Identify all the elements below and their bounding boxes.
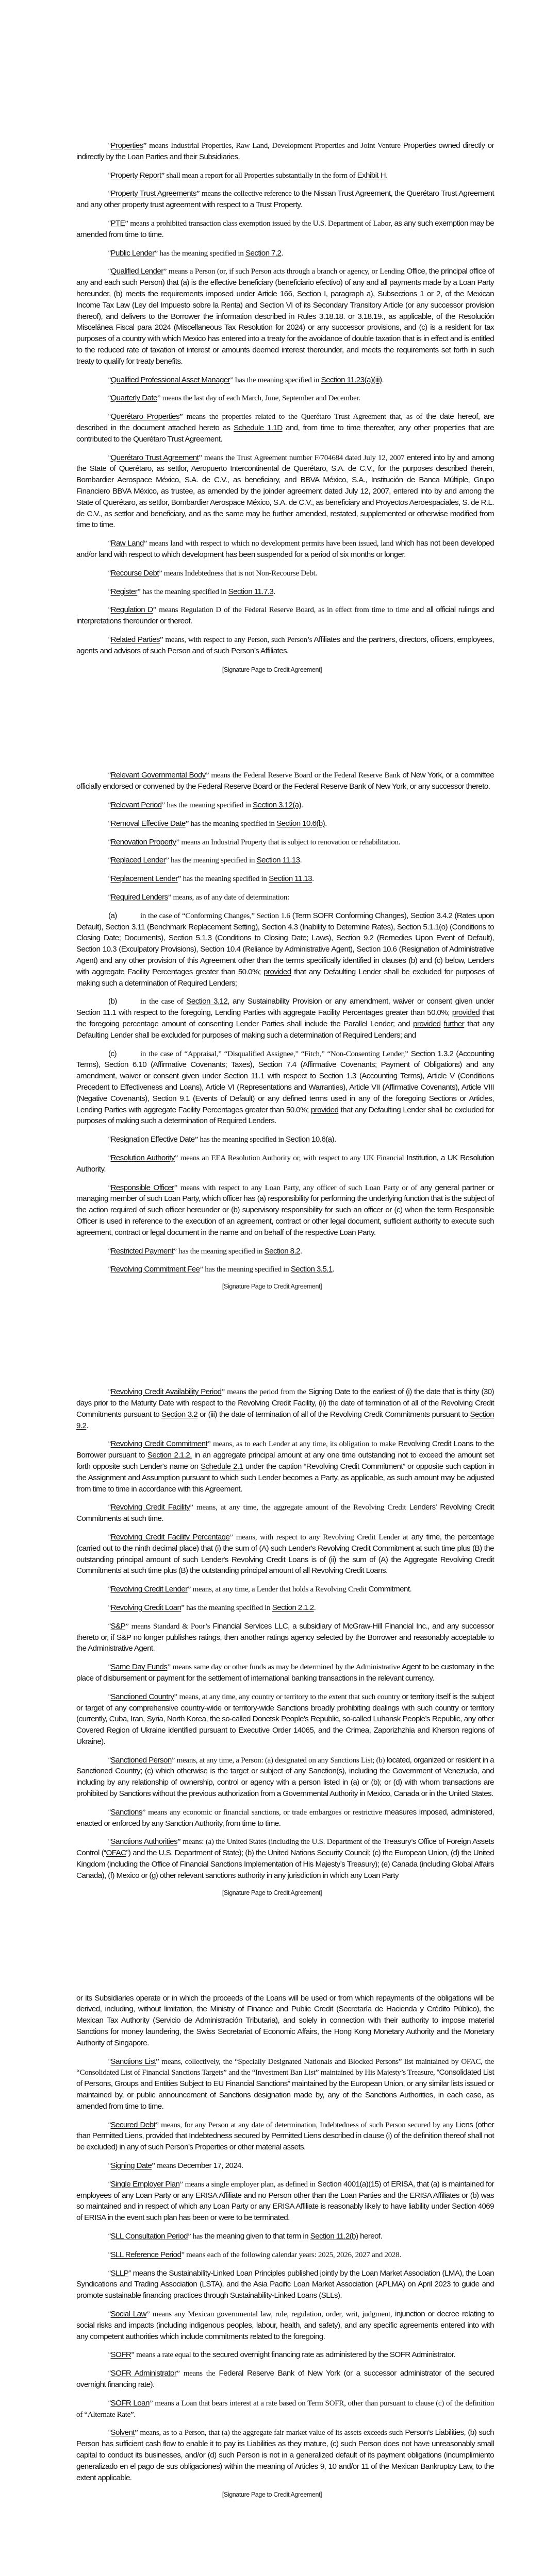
clause-text: Section 1.3.2 (Accounting Terms), Section 6.10 (Affirmative Covenants; Taxes), Section 7.4 (Affirmative Covenants; Payment of Obligations) and any amendment, waiver or consent given under Section 11.1 with respect to Section 1.3 (Accounting Terms), Article V (Conditions Precedent to Effectiveness and Loans), Article VI (Representations and Warranties), Article VII (Affirmative Covenants), Article VIII (Negative Covenants), Section 9.1 (Events of Default) or any defined terms used in any of the foregoing Sections or Articles, Lending Parties with aggregate Facility Percentages greater than 50.0%; xyxy=(76,1049,494,1114)
clause-lead-text: in the case of xyxy=(140,997,187,1006)
definition-text: . xyxy=(332,1265,335,1274)
defined-term: Removal Effective Date xyxy=(110,819,186,828)
definition-paragraph: “Raw Land” means land with respect to which no development permits have been issued, land which has not been developed and/or land with respect to which development has been suspended for a period of six months or longer. xyxy=(76,539,494,559)
definition-paragraph: “SOFR” means a rate equal to the secured overnight financing rate as administered by the SOFR Administrator. xyxy=(108,2350,455,2360)
definition-lead-text: ” means a prohibited transaction class exemption issued by the U.S. Department of Labor, xyxy=(125,218,392,228)
definition-paragraph: “Signing Date” means December 17, 2024. xyxy=(108,2161,243,2171)
clause-text: that any Defaulting Lender shall be excluded for purposes of making such a determination of Required Lenders. xyxy=(76,1105,494,1126)
definition-lead-text: ” means any economic or financial sanctions, or trade embargoes or restrictive xyxy=(142,1807,382,1817)
definition-lead-text: ” means a rate equal xyxy=(131,2350,191,2360)
definition-paragraph: “Revolving Credit Availability Period” means the period from the Signing Date to the earliest of (i) the date that is thirty (30) days prior to the Maturity Date with respect to the Revolving Credit Facility, (ii) the date of termination of all of the Revolving Credit Commitments pursuant to Section 3.2 or (iii) the date of termination of all of the Revolving Credit Commitments pursuant to Section 9.2. xyxy=(76,1387,494,1430)
defined-term: Relevant Period xyxy=(110,801,162,810)
definition-paragraph: “Social Law” means any Mexican governmental law, rule, regulation, order, writ, judgment, injunction or decree relating to social risks and impacts (including indigenous peoples, labour, health, and safety), and any specific agreements entered into with any competent authorities which include commitments related to the foregoing. xyxy=(76,2309,494,2341)
defined-term: Register xyxy=(110,587,138,596)
definition-text: . xyxy=(300,1246,302,1256)
defined-term: Querétaro Properties xyxy=(110,412,180,421)
defined-term: Sanctioned Person xyxy=(110,1755,172,1765)
definition-text: . xyxy=(86,1421,88,1430)
definition-paragraph: “SLLP” means the Sustainability-Linked Loan Principles published jointly by the Loan Market Association (LMA), the Loan Syndications and Trading Association (LSTA), and the Asia Pacific Loan Market Association (APLMA) on April 2023 to guide and promote sustainable financing practices through Sustainability-Linked Loans (SLLs). xyxy=(76,2268,494,2300)
cross-reference-link[interactable]: Section 11.2(b) xyxy=(310,2232,358,2241)
definition-text: Agent to be customary in the place of disbursement or payment for the settlement of international banking transactions in the relevant currency. xyxy=(76,1663,494,1683)
cross-reference-link[interactable]: Section 7.2 xyxy=(245,248,282,258)
definition-text: . xyxy=(386,171,388,180)
definition-text: Office, the principal office of any and each such Person) that (a) is the effective beneficiary (beneficiario efectivo) of any and all payments made by a Loan Party hereunder, (b) meets the requirements imposed under Article 166, Section I, paragraph a), Subsections 1 or 2, of the Mexican Income Tax Law (Ley del Impuesto sobre la Renta) and Section VI of its Secondary Transitory Article (or any successor provision thereof), and delivers to the Borrower the information described in Rules 3.18.18. or 3.18.19., as applicable, of the Resolución Miscelánea Fiscal para 2024 (Miscellaneous Tax Resolution for 2024) or any successor provisions, and (c) is a resident for tax purposes of a country with which Mexico has entered into a treaty for the avoidance of double taxation that is in effect and is entitled to the reduced rate of taxation of interest or amounts deemed interest thereunder, and meets the requirements set forth in such treaty to qualify for treaty benefits. xyxy=(76,267,494,366)
defined-term: Public Lender xyxy=(110,248,155,258)
definition-lead-text: ” means Regulation D of the Federal Reserve Board, as in effect from time to time xyxy=(153,605,409,615)
defined-term: Revolving Credit Availability Period xyxy=(110,1387,222,1397)
defined-term: Revolving Credit Facility xyxy=(110,1503,190,1512)
clause-paragraph xyxy=(76,910,494,989)
definition-lead-text: ” means each of the following calendar years: 2025, 2026, 2027 and 2028. xyxy=(181,2250,401,2259)
definition-paragraph: “Properties” means Industrial Properties, Raw Land, Development Properties and Joint Venture Properties owned directly or indirectly by the Loan Parties and their Subsidiaries. xyxy=(76,141,494,161)
definition-paragraph: “Sanctioned Country” means, at any time, any country or territory to the extent that such country or territory itself is the subject or target of any comprehensive country-wide or territory-wide Sanctions broadly prohibiting dealings with such country or territory (currently, Cuba, Iran, Syria, North Korea, the so-called Donetsk People’s Republic, so-called Luhansk People’s Republic, any other Covered Region of Ukraine identified pursuant to Executive Order 14065, and the Crimea, Zaporizhzhia and Kherson regions of Ukraine). xyxy=(76,1692,494,1746)
definition-text: Liens (other than Permitted Liens, provided that Indebtedness secured by Permitted Liens described in clause (i) of the definition thereof shall not be excluded) in any of such Person’s Properties or other material assets. xyxy=(76,2120,494,2152)
definition-text: Commitment. xyxy=(366,1585,412,1594)
definition-text: under the caption “Revolving Credit Commitment” or opposite such caption in the Assignment and Assumption pursuant to which such Lender becomes a Party, as applicable, as such amount may be adjusted from time to time in accordance with this Agreement. xyxy=(76,1462,494,1494)
defined-term: Qualified Professional Asset Manager xyxy=(110,375,230,384)
definition-text: Affiliates and the partners, directors, officers, employees, agents and advisors of such Person and of such Person’s Affiliates. xyxy=(76,635,494,655)
defined-term: Sanctioned Country xyxy=(110,1692,174,1701)
definition-lead-text: ” has the meaning specified in xyxy=(137,587,228,596)
definition-lead-text: ” has the meaning specified in xyxy=(173,1246,265,1256)
defined-term: Revolving Credit Facility Percentage xyxy=(110,1532,230,1541)
definition-text: entered into by and among the State of Querétaro, as settlor, Aeropuerto Intercontinental de Querétaro, S.A. de C.V., for the purposes described therein, Bombardier Aerospace México, S.A. de C.V., as beneficiary, and BBVA México, S.A., Institución de Banca Múltiple, Grupo Financiero BBVA México, as trustee, as amended by the joinder agreement dated July 12, 2007, entered into by and among the State of Querétaro, as settlor, Bombardier Aerospace México, S.A. de C.V., as beneficiary and Proyectos Aeroespaciales, S. de R.L. de C.V., as settlor and beneficiary, and as the same may be further amended, restated, supplemented or otherwise modified from time to time. xyxy=(76,453,494,530)
definition-lead-text: ” shall mean a report for all Properties substantially in the form of xyxy=(161,171,357,180)
proviso-term: provided xyxy=(310,1105,339,1114)
defined-term: Same Day Funds xyxy=(110,1663,168,1672)
cross-reference-link[interactable]: Section 8.2 xyxy=(264,1246,300,1256)
definition-text: as any such exemption may be amended from time to time. xyxy=(76,218,494,239)
definition-text: Signing Date to the earliest of (i) the date that is thirty (30) days prior to the Maturity Date with respect to the Revolving Credit Facility, (ii) the date of termination of all of the Revolving Credit Commitments pursuant to xyxy=(76,1387,494,1419)
definition-text: any time, the percentage (carried out to the ninth decimal place) that (i) the sum of (A) such Lender's Revolving Credit Commitment at such time plus (B) the outstanding principal amount of such Lender's Revolving Credit Loans is of (ii) the sum of (A) the Aggregate Revolving Credit Commitments at such time plus (B) the outstanding principal amount of all Revolving Credit Loans. xyxy=(76,1532,494,1575)
definition-paragraph: “Same Day Funds” means same day or other funds as may be determined by the Administrative Agent to be customary in the place of disbursement or payment for the settlement of international banking transactions in the relevant currency. xyxy=(76,1663,494,1683)
definition-text: Properties owned directly or indirectly by the Loan Parties and their Subsidiaries. xyxy=(76,141,494,161)
defined-term: Property Report xyxy=(110,171,161,180)
definition-paragraph: “Resignation Effective Date” has the meaning specified in Section 10.6(a). xyxy=(108,1135,336,1144)
defined-term: Responsible Officer xyxy=(110,1183,174,1192)
cross-reference-link[interactable]: Section 9.2 xyxy=(76,1410,494,1430)
defined-term: Regulation D xyxy=(110,605,153,615)
defined-term: SLLP xyxy=(110,2268,129,2278)
defined-term: SOFR Loan xyxy=(110,2398,150,2408)
page-3 xyxy=(76,1386,494,1881)
defined-term: Sanctions Authorities xyxy=(110,1837,178,1846)
clause-label: (b) xyxy=(108,997,117,1006)
definition-lead-text: ” has the meaning specified in xyxy=(185,819,277,828)
definition-lead-text: ” means Standard & Poor’s xyxy=(125,1621,210,1631)
definition-text: and all official rulings and interpretations thereunder or thereof. xyxy=(76,605,494,626)
cross-reference-link[interactable]: Section 11.13 xyxy=(269,874,312,884)
definition-paragraph: “Property Report” shall mean a report for all Properties substantially in the form of Exhibit H. xyxy=(108,171,388,180)
defined-term: Revolving Credit Lender xyxy=(110,1585,188,1594)
definition-paragraph: “Related Parties” means, with respect to any Person, such Person’s Affiliates and the partners, directors, officers, employees, agents and advisors of such Person and of such Person’s Affiliates. xyxy=(76,635,494,655)
definition-paragraph: “Recourse Debt” means Indebtedness that is not Non-Recourse Debt. xyxy=(108,568,317,578)
defined-term: S&P xyxy=(110,1621,126,1631)
definition-paragraph: “PTE” means a prohibited transaction class exemption issued by the U.S. Department of Labor, as any such exemption may be amended from time to time. xyxy=(76,218,494,239)
defined-term: Quarterly Date xyxy=(110,394,157,403)
definition-lead-text: ” has the meaning specified in xyxy=(154,248,245,258)
definition-text: or (iii) the date of termination of all of the Revolving Credit Commitments pursuant to xyxy=(197,1410,470,1419)
defined-term: Sanctions xyxy=(110,1807,142,1817)
cross-reference-link[interactable]: Section 10.6(b) xyxy=(276,819,325,828)
definition-paragraph: “Register” has the meaning specified in Section 11.7.3. xyxy=(108,587,275,596)
definition-paragraph: “S&P” means Standard & Poor’s Financial Services LLC, a subsidiary of McGraw-Hill Financial Inc., and any successor thereto or, if S&P no longer publishes ratings, then another ratings agency selected by the Borrower and reasonably acceptable to the Administrative Agent. xyxy=(76,1621,494,1653)
definition-paragraph: “Sanctions Authorities” means: (a) the United States (including the U.S. Department of the Treasury’s Office of Foreign Assets Control (“OFAC”) and the U.S. Department of State); (b) the United Nations Security Council; (c) the European Union, (d) the United Kingdom (including the Office of Financial Sanctions Implementation of His Majesty’s Treasury); (e) Canada (including Global Affairs Canada), (f) Mexico or (g) other relevant sanctions authority in any jurisdiction in which any Loan Party xyxy=(76,1837,494,1880)
cross-reference-link[interactable]: Section 2.1.2 xyxy=(272,1603,314,1612)
definition-lead-text: ” means, at any time, a Person: (a) designated on any Sanctions List; (b) xyxy=(171,1755,385,1765)
definition-paragraph: “Public Lender” has the meaning specified in Section 7.2. xyxy=(108,248,283,258)
definition-lead-text: ” means the Trust Agreement number F/704684 dated July 12, 2007 xyxy=(199,453,405,462)
definition-text: Financial Services LLC, a subsidiary of McGraw-Hill Financial Inc., and any successor thereto or, if S&P no longer publishes ratings, then another ratings agency selected by the Borrower and reasonably acceptable to the Administrative Agent. xyxy=(76,1621,494,1653)
defined-term: Qualified Lender xyxy=(110,267,163,276)
defined-term: Required Lenders xyxy=(110,893,168,902)
definition-text: any general partner or managing member of such Loan Party, which officer has (a) responsibility for performing the underlying function that is the subject of the action required of such officer hereunder or (b) supervisory responsibility for such an officer or (c) when the term Responsible Officer is used in reference to the execution of an agreement, contract or other legal document, sufficient authority to execute such agreement, contract or legal document in the name and on behalf of the respective Loan Party. xyxy=(76,1183,494,1237)
definition-paragraph: “Replacement Lender” has the meaning specified in Section 11.13. xyxy=(108,874,314,884)
definition-paragraph: “SLL Reference Period” means each of the following calendar years: 2025, 2026, 2027 and 2028. xyxy=(108,2250,401,2259)
definition-lead-text: ” means a Person (or, if such Person acts through a branch or agency, or Lending xyxy=(163,267,405,276)
definition-lead-text: ” means the period from the xyxy=(221,1387,306,1397)
cross-reference-link[interactable]: Section 11.23(a)(iii) xyxy=(321,375,382,384)
definition-lead-text: ” means, at any time, the aggregate amount of the Revolving Credit xyxy=(190,1503,406,1512)
definition-paragraph: “Resolution Authority” means an EEA Resolution Authority or, with respect to any UK Financial Institution, a UK Resolution Authority. xyxy=(76,1154,494,1174)
defined-term: Property Trust Agreements xyxy=(110,189,196,198)
clause-lead-text: in the case of “Appraisal,” “Disqualified Assignee,” “Fitch,” “Non-Consenting Lender,” xyxy=(140,1049,408,1058)
defined-term: Revolving Credit Commitment xyxy=(110,1439,208,1449)
definition-lead-text: ” means, with respect to any Revolving Credit Lender at xyxy=(229,1532,408,1541)
cross-reference-link[interactable]: Section 11.7.3 xyxy=(228,587,274,596)
definition-text: . xyxy=(301,801,303,810)
defined-term: Social Law xyxy=(110,2309,146,2318)
defined-term: Relevant Governmental Body xyxy=(110,771,206,780)
definition-text: . xyxy=(300,856,302,865)
definition-paragraph: “Property Trust Agreements” means the collective reference to the Nissan Trust Agreement, the Querétaro Trust Agreement and any other property trust agreement with respect to a Trust Property. xyxy=(76,189,494,210)
cross-reference-link[interactable]: Section 3.12(a) xyxy=(252,801,301,810)
definition-lead-text: ” means the collective reference xyxy=(196,189,292,198)
definition-text: Lenders' Revolving Credit Commitments at such time. xyxy=(76,1503,494,1523)
definition-paragraph: “Restricted Payment” has the meaning specified in Section 8.2. xyxy=(108,1246,302,1256)
definition-paragraph: “Relevant Period” has the meaning specified in Section 3.12(a). xyxy=(108,801,303,810)
cross-reference-link[interactable]: Section 3.5.1 xyxy=(290,1265,333,1274)
definition-lead-text: ” means the Federal Reserve Board or the Federal Reserve Bank xyxy=(205,771,401,780)
definition-paragraph: “Removal Effective Date” has the meaning specified in Section 10.6(b). xyxy=(108,819,327,828)
definition-lead-text: ” means an EEA Resolution Authority or, with respect to any UK Financial xyxy=(174,1154,404,1162)
defined-term: Related Parties xyxy=(110,635,160,644)
definition-paragraph: “Single Employer Plan” means a single employer plan, as defined in Section 4001(a)(15) of ERISA, that (a) is maintained for employees of any Loan Party or any ERISA Affiliate and no Person other than the Loan Parties and the ERISA Affiliates or (b) was so maintained and in respect of which any Loan Party or any ERISA Affiliate is reasonably likely to have liability under Section 4069 of ERISA in the event such plan has been or were to be terminated. xyxy=(76,2179,494,2223)
definition-lead-text: ” has the meaning specified in xyxy=(177,874,269,884)
clause-paragraph xyxy=(76,996,494,1041)
defined-term: SLL Reference Period xyxy=(110,2250,182,2259)
defined-term: Raw Land xyxy=(110,539,144,548)
definition-text: Treasury’s Office of Foreign Assets Control (“ xyxy=(76,1837,494,1858)
page-4 xyxy=(76,1993,494,2484)
definition-paragraph: “Replaced Lender” has the meaning specified in Section 11.13. xyxy=(108,856,302,865)
definition-text: . xyxy=(334,1135,336,1144)
definition-text: December 17, 2024. xyxy=(176,2161,243,2171)
definition-lead-text: ” means, for any Person at any date of determination, Indebtedness of such Person secured by any xyxy=(155,2120,454,2129)
definition-paragraph: “Revolving Commitment Fee” has the meaning specified in Section 3.5.1. xyxy=(108,1265,335,1274)
defined-term: Revolving Credit Loan xyxy=(110,1603,182,1612)
clause-text: , any Sustainability Provision or any amendment, waiver or consent given under Section 11.1 with respect to the foregoing, Lending Parties with aggregate Facility Percentages greater than 50.0%; xyxy=(76,997,494,1018)
definition-text: . xyxy=(312,874,314,884)
defined-term: Secured Debt xyxy=(110,2120,156,2129)
page-footer: [Signature Page to Credit Agreement] xyxy=(222,1889,322,1896)
proviso-term: provided xyxy=(413,1020,441,1029)
defined-term: Replacement Lender xyxy=(110,874,178,884)
definition-text: . xyxy=(325,819,327,828)
clause-text: (Term SOFR Conforming Changes), Section 3.4.2 (Rates upon Default), Section 3.11 (Benchmark Replacement Setting), Section 4.3 (Inability to Determine Rates), Section 5.1.1(o) (Conditions to Closing Date; Documents), Section 5.1.3 (Conditions to Closing Date; Laws), Section 9.2 (Remedies Upon Event of Default), Section 10.3 (Exculpatory Provisions), Section 10.4 (Reliance by Administrative Agent), Section 10.6 (Resignation of Administrative Agent) and any other provision of this Agreement other than the terms specifically identified in clauses (b) and (c) below, Lenders with aggregate Facility Percentages greater than 50.0%; xyxy=(76,911,494,976)
definition-lead-text: ” means, at any time, a Lender that holds a Revolving Credit xyxy=(187,1585,367,1594)
definition-paragraph: “Revolving Credit Lender” means, at any time, a Lender that holds a Revolving Credit Commitment. xyxy=(108,1585,412,1594)
definition-text: Section 4001(a)(15) of ERISA, that (a) is maintained for employees of any Loan Party or any ERISA Affiliate and no Person other than the Loan Parties and the ERISA Affiliates or (b) was so maintained and in respect of which any Loan Party or any ERISA Affiliate is reasonably likely to have liability under Section 4069 of ERISA in the event such plan has been or were to be terminated. xyxy=(76,2179,494,2223)
definition-lead-text: ” has the meaning specified in xyxy=(230,375,321,384)
definition-text: Revolving Credit Loans to the Borrower pursuant to xyxy=(76,1439,494,1460)
definition-paragraph: “SLL Consultation Period” has the meaning given to that term in Section 11.2(b) hereof. xyxy=(108,2232,383,2241)
page-2 xyxy=(76,770,494,1275)
definition-lead-text: ” means, collectively, the “Specially Designated Nationals and Blocked Persons” list maintained by OFAC, the “Consolidated List of Financial Sanctions Targets” and the “Investment Ban List” maintained by His Majesty’s Treasure, xyxy=(76,2057,494,2077)
definition-text: . xyxy=(281,248,283,258)
definition-lead-text: ” means any Mexican governmental law, rule, regulation, order, writ, judgment, xyxy=(146,2309,392,2318)
definition-lead-text: ” means the properties related to the Querétaro Trust Agreement that, as of xyxy=(179,412,422,421)
proviso-term: provided xyxy=(263,967,291,976)
cross-reference-link[interactable]: Section 2.1.2, xyxy=(147,1451,192,1460)
definition-lead-text: ” means, as to a Person, that (a) the aggregate fair market value of its assets exceeds such xyxy=(134,2428,403,2437)
definition-paragraph: “SOFR Loan” means a Loan that bears interest at a rate based on Term SOFR, other than pursuant to clause (c) of the definition of “Alternate Rate”. xyxy=(76,2398,494,2419)
continuation-paragraph: or its Subsidiaries operate or in which the proceeds of the Loans will be used or from which repayments of the obligations will be derived, including, without limitation, the Ministry of Finance and Public Credit (Secretaría de Hacienda y Crédito Público), the Mexican Tax Authority (Servicio de Administración Tributaria), and solely in connection with their authority to impose material Sanctions for money laundering, the Swiss Secretariat of Economic Affairs, the Hong Kong Monetary Authority and the Monetary Authority of Singapore. xyxy=(76,1993,494,2047)
proviso-term: provided xyxy=(452,1008,480,1018)
cross-reference-link[interactable]: Schedule 2.1 xyxy=(200,1462,243,1471)
definition-lead-text: ” means, with respect to any Person, such Person’s xyxy=(159,635,312,644)
definition-lead-text: ” has the meaning specified in xyxy=(194,1135,286,1144)
definition-lead-text: ” means: (a) the United States (including the U.S. Department of the xyxy=(177,1837,381,1846)
definition-lead-text: ” means Industrial Properties, Raw Land, Development Properties and Joint Venture xyxy=(143,141,401,150)
defined-term: Resolution Authority xyxy=(110,1154,175,1162)
definition-lead-text: ” means, at any time, any country or territory to the extent that such country xyxy=(174,1692,400,1701)
definition-text: the date hereof, are described in the document attached hereto as xyxy=(76,412,494,432)
defined-term: SLL Consultation Period xyxy=(110,2232,188,2241)
defined-term: Revolving Commitment Fee xyxy=(110,1265,200,1274)
definition-text: hereof. xyxy=(358,2232,383,2241)
definition-paragraph: “Secured Debt” means, for any Person at any date of determination, Indebtedness of such Person secured by any Liens (other than Permitted Liens, provided that Indebtedness secured by Permitted Liens described in clause (i) of the definition thereof shall not be excluded) in any of such Person’s Properties or other material assets. xyxy=(76,2120,494,2152)
cross-reference-link[interactable]: Section 10.6(a) xyxy=(285,1135,334,1144)
definition-paragraph: “Querétaro Properties” means the properties related to the Querétaro Trust Agreement that, as of the date hereof, are described in the document attached hereto as Schedule 1.1D and, from time to time thereafter, any other properties that are contributed to the Querétaro Trust Agreement. xyxy=(76,412,494,444)
definition-text: of New York, or a committee officially endorsed or convened by the Federal Reserve Board or the Federal Reserve Bank of New York, or any successor thereto. xyxy=(76,771,494,791)
definition-paragraph: “Revolving Credit Loan” has the meaning specified in Section 2.1.2. xyxy=(108,1603,316,1612)
defined-term: Recourse Debt xyxy=(110,568,159,578)
definition-text: measures imposed, administered, enacted or enforced by any Sanction Authority, from time to time. xyxy=(76,1807,494,1828)
cross-reference-link[interactable]: Schedule 1.1D xyxy=(233,423,283,432)
defined-term: Replaced Lender xyxy=(110,856,166,865)
definition-lead-text: ” means a single employer plan, as defined in xyxy=(179,2179,316,2189)
definition-text: located, organized or resident in a Sanctioned Country; (c) which otherwise is the target or subject of any Sanction(s), including the Government of Venezuela, and including by any relationship of ownership, control or agency with a person listed in (a) or (b); or (d) with whom transactions are prohibited by Sanctions without the previous authorization from a Governmental Authority in Mexico, Canada or in the United States. xyxy=(76,1755,494,1799)
defined-term: Resignation Effective Date xyxy=(110,1135,195,1144)
clause-text: that the foregoing percentage amount of consenting Lender Parties shall include the Parallel Lender; and xyxy=(76,1008,494,1029)
clause-text: that any Defaulting Lender shall be excluded for purposes of making such a determination of Required Lenders; and xyxy=(76,1020,494,1040)
cross-reference-link[interactable]: Exhibit H xyxy=(357,171,386,180)
clause-paragraph xyxy=(76,1048,494,1127)
definition-paragraph: “Solvent” means, as to a Person, that (a) the aggregate fair market value of its assets exceeds such Person’s Liabilities, (b) such Person has sufficient cash flow to enable it to pay its Liabilities as they mature, (c) such Person does not have unreasonably small capital to conduct its businesses, and/or (d) such Person is not in a generalized default of its payment obligations (incumplimiento generalizado en el pago de sus obligaciones) within the meaning of Articles 9, 10 and/or 11 of the Mexican Bankruptcy Law, to the extent applicable. xyxy=(76,2428,494,2482)
definition-paragraph: “Required Lenders” means, as of any date of determination: xyxy=(108,893,289,902)
defined-term: Properties xyxy=(110,141,143,150)
definition-text: injunction or decree relating to social risks and impacts (including indigenous peoples, labour, health, and safety), and any specific agreements entered into with any competent authorities which include commitments related to the foregoing. xyxy=(76,2309,494,2341)
definition-paragraph: “Revolving Credit Commitment” means, as to each Lender at any time, its obligation to make Revolving Credit Loans to the Borrower pursuant to Section 2.1.2, in an aggregate principal amount at any one time outstanding not to exceed the amount set forth opposite such Lender's name on Schedule 2.1 under the caption “Revolving Credit Commitment” or opposite such caption in the Assignment and Assumption pursuant to which such Lender becomes a Party, as applicable, as such amount may be adjusted from time to time in accordance with this Agreement. xyxy=(76,1439,494,1494)
definition-lead-text: ” means same day or other funds as may be determined by the Administrative xyxy=(167,1663,400,1672)
definition-text: Person’s Liabilities, (b) such Person has sufficient cash flow to enable it to pay its Liabilities as they mature, (c) such Person does not have unreasonably small capital to conduct its businesses, and/or (d) such Person is not in a generalized default of its payment obligations (incumplimiento generalizado en el pago de sus obligaciones) within the meaning of Articles 9, 10 and/or 11 of the Mexican Bankruptcy Law, to the extent applicable. xyxy=(76,2428,494,2482)
defined-term: SOFR xyxy=(110,2350,131,2360)
page-footer: [Signature Page to Credit Agreement] xyxy=(222,2491,322,2499)
page-1 xyxy=(76,0,494,656)
definition-paragraph: “Regulation D” means Regulation D of the Federal Reserve Board, as in effect from time to time and all official rulings and interpretations thereunder or thereof. xyxy=(76,605,494,626)
definition-lead-text: ” means a Loan that bears interest at a rate based on Term SOFR, other than pursuant to clause (c) of the definition of “Alternate Rate”. xyxy=(76,2398,494,2419)
definition-lead-text: ” has the meaning specified in xyxy=(200,1265,291,1274)
defined-term: SOFR Administrator xyxy=(110,2369,177,2378)
definition-paragraph: “Qualified Professional Asset Manager” has the meaning specified in Section 11.23(a)(iii). xyxy=(108,375,384,384)
defined-term: PTE xyxy=(110,218,125,228)
defined-term: Querétaro Trust Agreement xyxy=(110,453,199,462)
clause-text: that any Defaulting Lender shall be excluded for purposes of making such a determination of Required Lenders; xyxy=(76,967,494,988)
definition-text: . xyxy=(314,1603,316,1612)
definition-paragraph: “Renovation Property” means an Industrial Property that is subject to renovation or rehabilitation. xyxy=(108,837,401,846)
definition-text: to the Nissan Trust Agreement, the Querétaro Trust Agreement and any other property trust agreement with respect to a Trust Property. xyxy=(76,189,494,210)
definition-lead-text: ” has the meaning specified in xyxy=(166,856,257,865)
clause-label: (a) xyxy=(108,911,117,920)
definition-text: which has not been developed and/or land with respect to which development has been suspended for a period of six months or longer. xyxy=(76,539,494,559)
definition-lead-text: ” means, as to each Lender at any time, its obligation to make xyxy=(207,1439,396,1449)
definition-paragraph: “SOFR Administrator” means the Federal Reserve Bank of New York (or a successor administrator of the secured overnight financing rate). xyxy=(76,2369,494,2389)
cross-reference-link[interactable]: OFAC xyxy=(106,1849,126,1858)
definition-text: “Consolidated List of Persons, Groups and Entities Subject to EU Financial Sanctions” maintained by the European Union, or any similar lists issued or maintained by, or public announcement of Sanctions designation made by, any of the Sanctions Authorities, in each case, as amended from time to time. xyxy=(76,2068,494,2111)
definition-paragraph: “Sanctioned Person” means, at any time, a Person: (a) designated on any Sanctions List; (b) located, organized or resident in a Sanctioned Country; (c) which otherwise is the target or subject of any Sanction(s), including the Government of Venezuela, and including by any relationship of ownership, control or agency with a person listed in (a) or (b); or (d) with whom transactions are prohibited by Sanctions without the previous authorization from a Governmental Authority in Mexico, Canada or in the United States. xyxy=(76,1755,494,1799)
cross-reference-link[interactable]: Section 11.13 xyxy=(256,856,300,865)
definition-paragraph: “Querétaro Trust Agreement” means the Trust Agreement number F/704684 dated July 12, 2007 entered into by and among the State of Querétaro, as settlor, Aeropuerto Intercontinental de Querétaro, S.A. de C.V., for the purposes described therein, Bombardier Aerospace México, S.A. de C.V., as beneficiary, and BBVA México, S.A., Institución de Banca Múltiple, Grupo Financiero BBVA México, as trustee, as amended by the joinder agreement dated July 12, 2007, entered into by and among the State of Querétaro, as settlor, Bombardier Aerospace México, S.A. de C.V., as beneficiary and Proyectos Aeroespaciales, S. de R.L. de C.V., as settlor and beneficiary, and as the same may be further amended, restated, supplemented or otherwise modified from time to time. xyxy=(76,453,494,530)
definition-text: Institution, a UK Resolution Authority. xyxy=(76,1154,494,1174)
definition-lead-text: ” has xyxy=(187,2232,203,2241)
page-footer: [Signature Page to Credit Agreement] xyxy=(222,666,322,674)
definition-lead-text: ” has the meaning specified in xyxy=(181,1603,272,1612)
clause-lead-text: in the case of “Conforming Changes,” Section 1.6 xyxy=(140,911,290,920)
definition-lead-text: ” has the meaning specified in xyxy=(161,801,253,810)
definition-lead-text: ” means Indebtedness that is not Non-Recourse Debt. xyxy=(158,568,317,578)
definition-text: and, from time to time thereafter, any other properties that are contributed to the Querétaro Trust Agreement. xyxy=(76,423,494,444)
definition-text: in an aggregate principal amount at any one time outstanding not to exceed the amount set forth opposite such Lender's name on xyxy=(76,1451,494,1471)
definition-paragraph: “Responsible Officer” means with respect to any Loan Party, any officer of such Loan Party or of any general partner or managing member of such Loan Party, which officer has (a) responsibility for performing the underlying function that is the subject of the action required of such officer hereunder or (b) supervisory responsibility for such an officer or (c) when the term Responsible Officer is used in reference to the execution of an agreement, contract or other legal document, sufficient authority to execute such agreement, contract or legal document in the name and on behalf of the respective Loan Party. xyxy=(76,1183,494,1237)
definition-paragraph: “Quarterly Date” means the last day of each March, June, September and December. xyxy=(108,394,360,403)
clause-label: (c) xyxy=(108,1049,117,1058)
definition-lead-text: ” means the last day of each March, June, September and December. xyxy=(157,394,360,403)
definition-lead-text: ” means an Industrial Property that is subject to renovation or rehabilitation. xyxy=(176,837,401,846)
defined-term: Signing Date xyxy=(110,2161,152,2171)
definition-paragraph: “Revolving Credit Facility” means, at any time, the aggregate amount of the Revolving Credit Lenders' Revolving Credit Commitments at such time. xyxy=(76,1503,494,1523)
definition-paragraph: “Revolving Credit Facility Percentage” means, with respect to any Revolving Credit Lender at any time, the percentage (carried out to the ninth decimal place) that (i) the sum of (A) such Lender's Revolving Credit Commitment at such time plus (B) the outstanding principal amount of such Lender's Revolving Credit Loans is of (ii) the sum of (A) the Aggregate Revolving Credit Commitments at such time plus (B) the outstanding principal amount of all Revolving Credit Loans. xyxy=(76,1532,494,1575)
definition-paragraph: “Relevant Governmental Body” means the Federal Reserve Board or the Federal Reserve Bank of New York, or a committee officially endorsed or convened by the Federal Reserve Board or the Federal Reserve Bank of New York, or any successor thereto. xyxy=(76,771,494,791)
definition-paragraph: “Sanctions List” means, collectively, the “Specially Designated Nationals and Blocked Persons” list maintained by OFAC, the “Consolidated List of Financial Sanctions Targets” and the “Investment Ban List” maintained by His Majesty’s Treasure, “Consolidated List of Persons, Groups and Entities Subject to EU Financial Sanctions” maintained by the European Union, or any similar lists issued or maintained by, or public announcement of Sanctions designation made by, any of the Sanctions Authorities, in each case, as amended from time to time. xyxy=(76,2057,494,2111)
defined-term: Single Employer Plan xyxy=(110,2179,180,2189)
proviso-term: further xyxy=(443,1020,465,1029)
definition-text: Federal Reserve Bank of New York (or a successor administrator of the secured overnight financing rate). xyxy=(76,2369,494,2389)
defined-term: Restricted Payment xyxy=(110,1246,174,1256)
definition-text: to the secured overnight financing rate as administered by the SOFR Administrator. xyxy=(191,2350,455,2360)
cross-reference-link[interactable]: Section 3.12 xyxy=(186,997,228,1006)
defined-term: Renovation Property xyxy=(110,837,176,846)
definition-text: or territory itself is the subject or target of any comprehensive country-wide or territory-wide Sanctions broadly prohibiting dealings with such country or territory (currently, Cuba, Iran, Syria, North Korea, the so-called Donetsk People’s Republic, so-called Luhansk People’s Republic, any other Covered Region of Ukraine identified pursuant to Executive Order 14065, and the Crimea, Zaporizhzhia and Kherson regions of Ukraine). xyxy=(76,1692,494,1746)
definition-lead-text: ” means xyxy=(152,2161,176,2171)
definition-text: . xyxy=(273,587,275,596)
definition-lead-text: ” means the xyxy=(176,2369,216,2378)
definition-lead-text: ” means, as of any date of determination: xyxy=(168,893,289,902)
definition-lead-text: ” means land with respect to which no development permits have been issued, land xyxy=(143,539,393,548)
defined-term: Solvent xyxy=(110,2428,135,2437)
definition-paragraph: “Qualified Lender” means a Person (or, if such Person acts through a branch or agency, or Lending Office, the principal office of any and each such Person) that (a) is the effective beneficiary (beneficiario efectivo) of any and all payments made by a Loan Party hereunder, (b) meets the requirements imposed under Article 166, Section I, paragraph a), Subsections 1 or 2, of the Mexican Income Tax Law (Ley del Impuesto sobre la Renta) and Section VI of its Secondary Transitory Article (or any successor provision thereof), and delivers to the Borrower the information described in Rules 3.18.18. or 3.18.19., as applicable, of the Resolución Miscelánea Fiscal para 2024 (Miscellaneous Tax Resolution for 2024) or any successor provisions, and (c) is a resident for tax purposes of a country with which Mexico has entered into a treaty for the avoidance of double taxation that is in effect and is entitled to the reduced rate of taxation of interest or amounts deemed interest thereunder, and meets the requirements set forth in such treaty to qualify for treaty benefits. xyxy=(76,267,494,366)
definition-text: . xyxy=(382,375,384,384)
definition-text: ” means the Sustainability-Linked Loan Principles published jointly by the Loan Market Association (LMA), the Loan Syndications and Trading Association (LSTA), and the Asia Pacific Loan Market Association (APLMA) on April 2023 to guide and promote sustainable financing practices through Sustainability-Linked Loans (SLLs). xyxy=(76,2268,494,2300)
definition-text: ”) and the U.S. Department of State); (b) the United Nations Security Council; (c) the European Union, (d) the United Kingdom (including the Office of Financial Sanctions Implementation of His Majesty’s Treasury); (e) Canada (including Global Affairs Canada), (f) Mexico or (g) other relevant sanctions authority in any jurisdiction in which any Loan Party xyxy=(76,1849,494,1880)
page-footer: [Signature Page to Credit Agreement] xyxy=(222,1283,322,1291)
definition-paragraph: “Sanctions” means any economic or financial sanctions, or trade embargoes or restrictive measures imposed, administered, enacted or enforced by any Sanction Authority, from time to time. xyxy=(76,1807,494,1828)
cross-reference-link[interactable]: Section 3.2 xyxy=(161,1410,198,1419)
definition-text: the meaning given to that term in xyxy=(202,2232,310,2241)
definition-lead-text: ” means with respect to any Loan Party, any officer of such Loan Party or of xyxy=(174,1183,417,1192)
defined-term: Sanctions List xyxy=(110,2057,156,2066)
